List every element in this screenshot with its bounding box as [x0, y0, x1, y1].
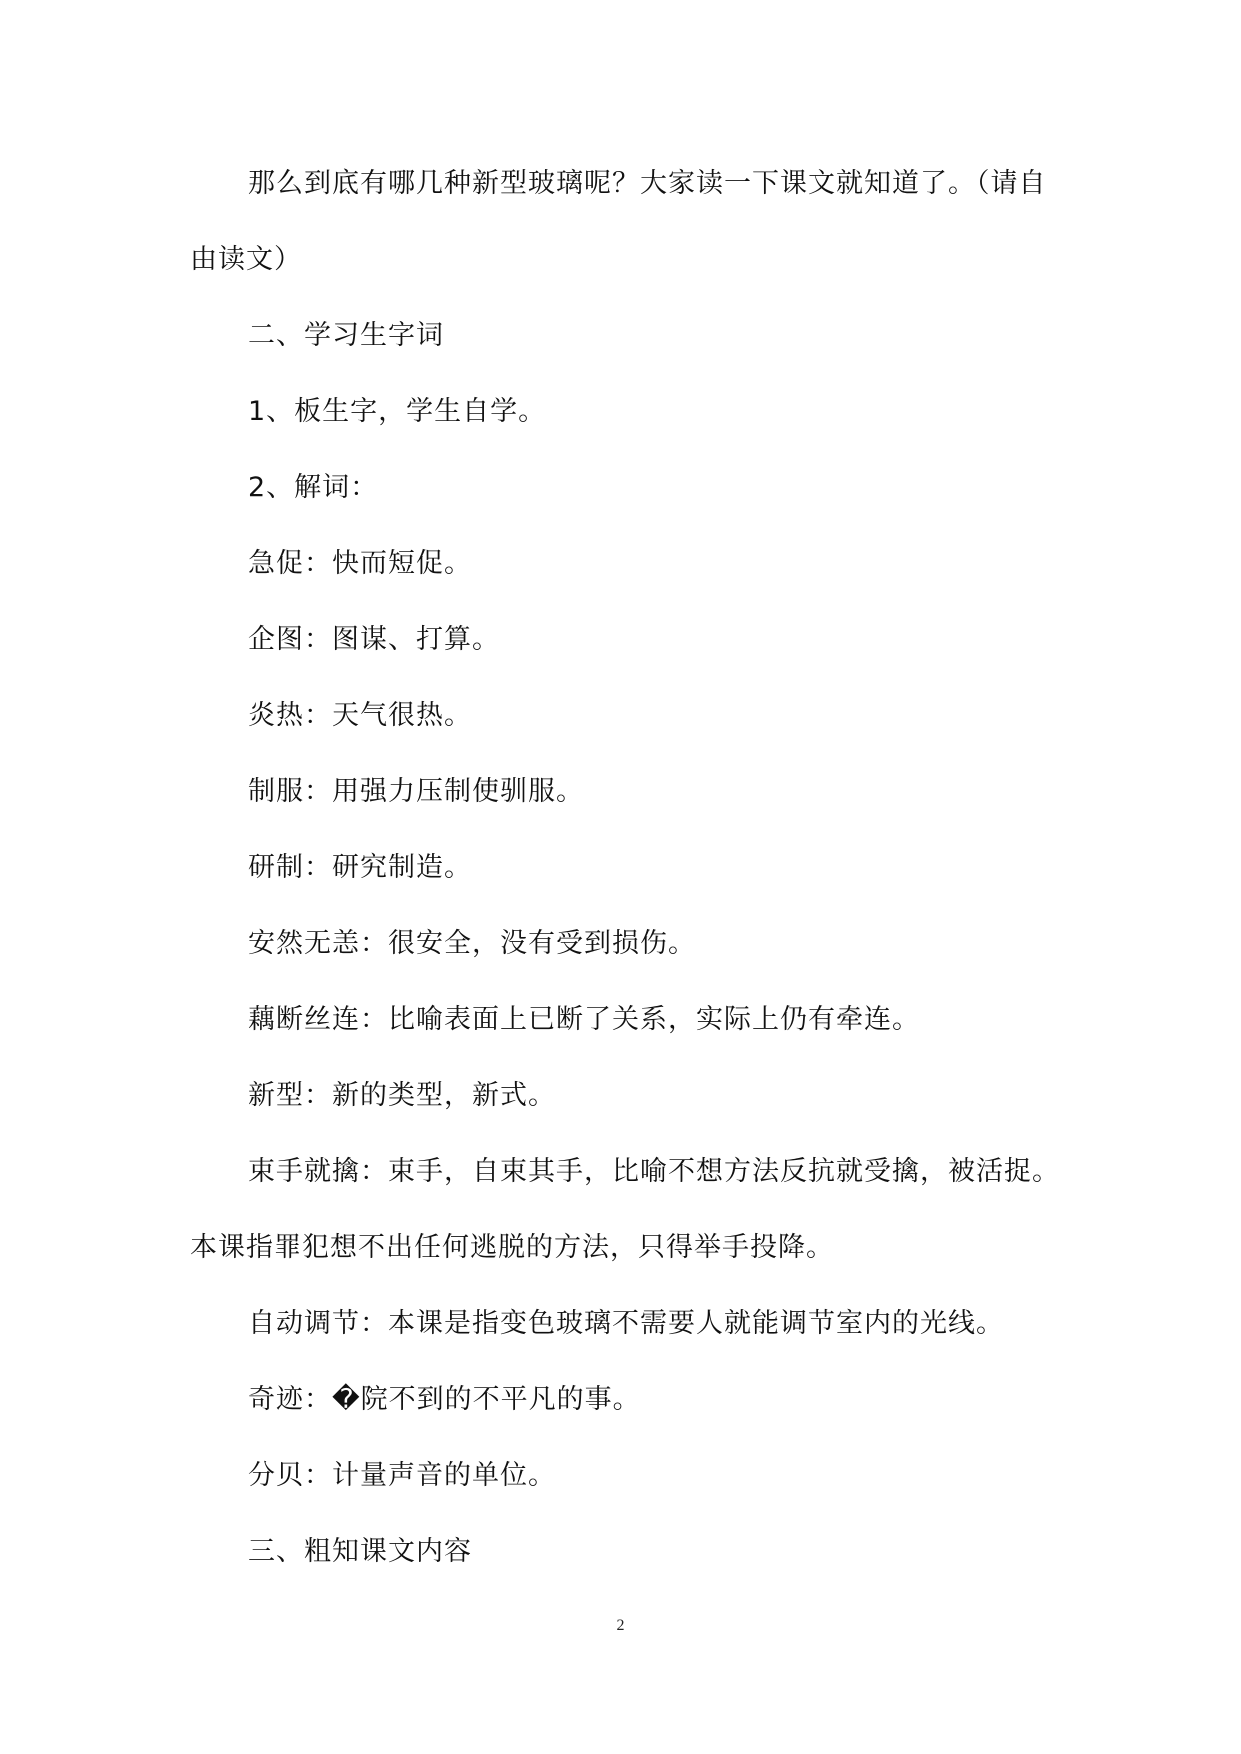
list-item-write-characters: 1、板生字，学生自学。 [248, 396, 547, 427]
list-item-explain-words: 2、解词： [248, 472, 379, 503]
definition-xinxing: 新型：新的类型，新式。 [248, 1080, 556, 1111]
definition-anran-wuyang: 安然无恙：很安全，没有受到损伤。 [248, 928, 696, 959]
definition-qitu: 企图：图谋、打算。 [248, 624, 500, 655]
page-number: 2 [616, 1617, 625, 1634]
definition-yanre: 炎热：天气很热。 [248, 700, 472, 731]
definition-zhifu: 制服：用强力压制使驯服。 [248, 776, 584, 807]
definition-ouduan-silian: 藕断丝连：比喻表面上已断了关系，实际上仍有牵连。 [248, 1004, 920, 1035]
definition-zidong-tiaojie: 自动调节：本课是指变色玻璃不需要人就能调节室内的光线。 [248, 1308, 1004, 1339]
page-body [190, 146, 1062, 1590]
paragraph-intro: 那么到底有哪几种新型玻璃呢？大家读一下课文就知道了。（请自由读文） [190, 168, 1047, 275]
definition-shushou-jiuqin: 束手就擒：束手，自束其手，比喻不想方法反抗就受擒，被活捉。本课指罪犯想不出任何逃脱的方法，只得举手投降。 [190, 1156, 1060, 1263]
definition-jicu: 急促：快而短促。 [248, 548, 472, 579]
definition-fenbei: 分贝：计量声音的单位。 [248, 1460, 556, 1491]
definition-qiji: 奇迹：�院不到的不平凡的事。 [248, 1384, 641, 1415]
definition-yanzhi: 研制：研究制造。 [248, 852, 472, 883]
section-heading-content: 三、粗知课文内容 [248, 1536, 472, 1567]
section-heading-vocabulary: 二、学习生字词 [248, 320, 444, 351]
